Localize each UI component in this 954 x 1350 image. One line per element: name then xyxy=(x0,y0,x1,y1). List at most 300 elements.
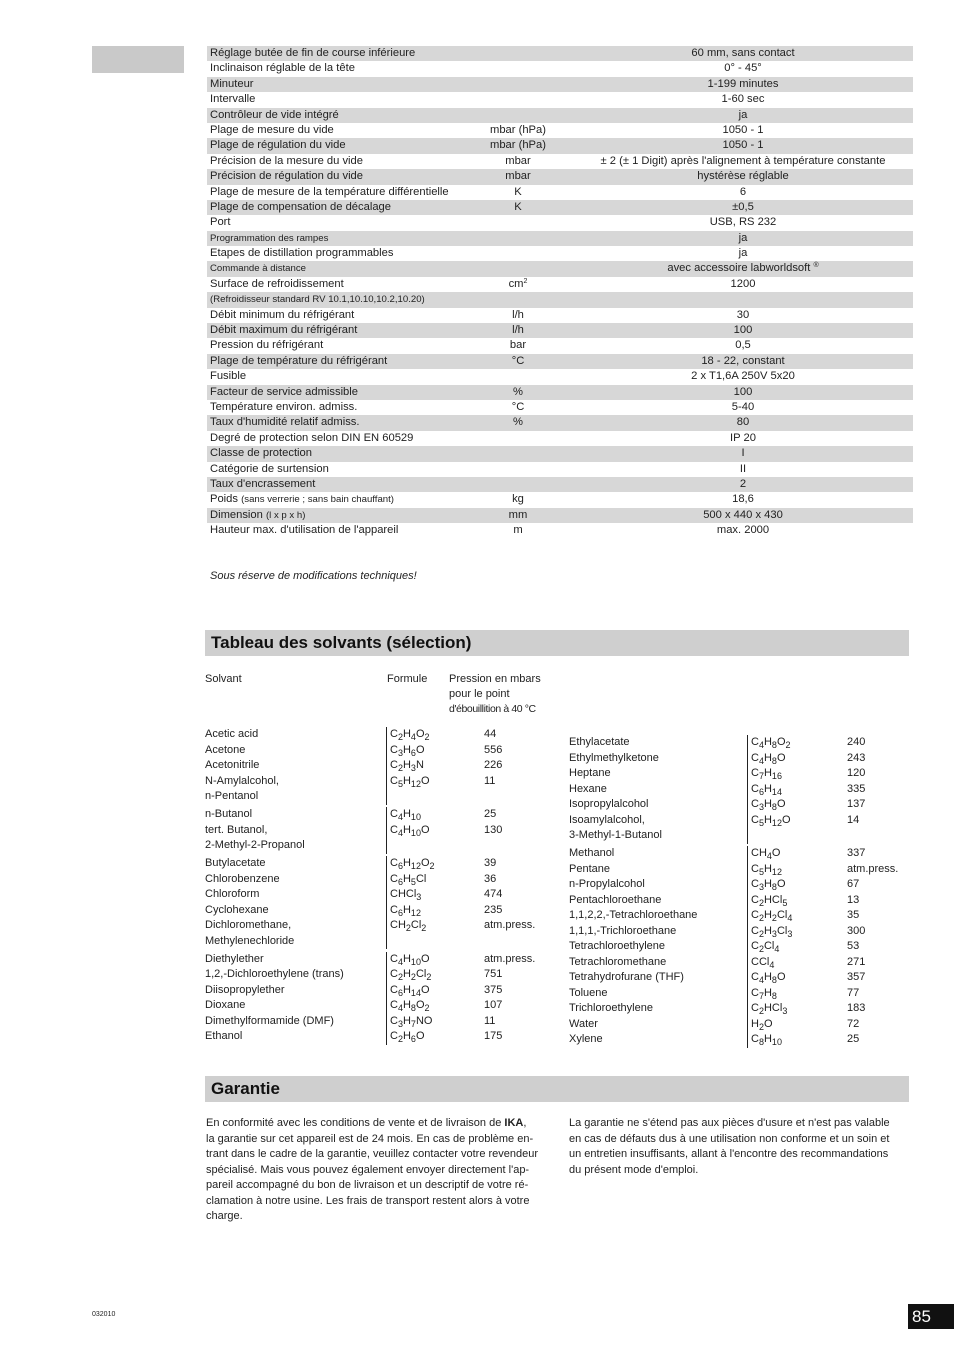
spec-value: max. 2000 xyxy=(716,524,770,537)
solvent-formula-cell xyxy=(386,774,430,805)
spec-value: ± 2 (± 1 Digit) après l'alignement à température constante xyxy=(600,154,886,167)
chemical-formula: $C_4H_8O_2$ xyxy=(390,999,430,1013)
spec-value: 5-40 xyxy=(731,400,755,413)
garantie-line: pareil accompagné du bon de livraison et un descriptif de votre ré- xyxy=(206,1179,529,1191)
solvent-formula-cell xyxy=(386,918,426,949)
solvent-name xyxy=(569,1001,653,1017)
spec-row xyxy=(207,231,913,246)
solvent-name xyxy=(569,986,608,1002)
spec-label: Plage de température du réfrigérant xyxy=(210,354,388,367)
solvent-name-line: Tetrachloroethylene xyxy=(569,940,666,952)
spec-value: 0,5 xyxy=(735,339,751,352)
solvent-formula-cell xyxy=(386,952,430,968)
solvent-pressure: 271 xyxy=(847,955,866,968)
solvent-row xyxy=(569,986,909,1002)
spec-unit: % xyxy=(513,416,523,429)
solvent-name-line: Tetrachloromethane xyxy=(569,955,667,968)
spec-unit-superscript: 2 xyxy=(523,277,528,285)
solvent-pressure: 67 xyxy=(847,878,860,890)
solvent-pressure: 35 xyxy=(847,909,860,921)
solvent-name-line: Cyclohexane xyxy=(205,903,269,916)
solvent-pressure: 556 xyxy=(484,743,503,756)
solvent-row xyxy=(205,872,550,888)
solvent-name xyxy=(569,970,684,986)
chemical-formula: $C_4H_{10}$ xyxy=(390,808,421,822)
spec-label: Port xyxy=(210,216,231,229)
spec-label: Commande à distance xyxy=(210,263,306,275)
solvent-row xyxy=(569,1001,909,1017)
spec-label: Catégorie de surtension xyxy=(210,462,329,475)
spec-value: ja xyxy=(738,108,748,121)
solvent-row xyxy=(205,918,550,949)
solvent-name-line: Methanol xyxy=(569,847,615,859)
solvent-formula-cell xyxy=(747,751,786,767)
spec-value: 1200 xyxy=(730,277,756,290)
solvent-name-line: Isoamylalcohol, xyxy=(569,813,645,826)
chemical-formula: $C_2H_4O_2$ xyxy=(390,728,430,742)
solvent-name-line: 2-Methyl-2-Propanol xyxy=(205,839,305,851)
spec-row xyxy=(207,323,913,338)
spec-unit: mbar (hPa) xyxy=(490,123,546,136)
solvent-name xyxy=(205,967,344,983)
spec-label: Réglage butée de fin de course inférieure xyxy=(210,47,416,59)
solvent-name xyxy=(569,766,611,782)
spec-label: Taux d'humidité relatif admiss. xyxy=(210,416,360,429)
solvent-name-line: Tetrahydrofurane (THF) xyxy=(569,971,684,983)
spec-unit: °C xyxy=(511,354,525,367)
solvent-pressure: 120 xyxy=(847,767,866,779)
garantie-line: La garantie ne s'étend pas aux pièces d'usure et n'est pas valable xyxy=(569,1117,890,1129)
chemical-formula: $C_4H_8O_2$ xyxy=(751,736,791,750)
solvent-name-line: Dioxane xyxy=(205,999,246,1011)
spec-row xyxy=(207,400,913,415)
solvent-row xyxy=(569,782,909,798)
solvent-pressure: 13 xyxy=(847,893,860,906)
solvent-pressure: 235 xyxy=(484,903,503,916)
solvent-row xyxy=(569,877,909,893)
spec-unit: mm xyxy=(508,508,528,521)
solvent-name-line: Pentachloroethane xyxy=(569,893,662,906)
solvent-row xyxy=(205,743,550,759)
solvent-pressure: 243 xyxy=(847,751,866,764)
solvents-list-left xyxy=(205,727,550,1045)
spec-row xyxy=(207,215,913,230)
chemical-formula: $C_2H_2Cl_2$ xyxy=(390,968,432,982)
solvents-list-right xyxy=(569,735,909,1048)
solvent-name xyxy=(205,774,279,805)
spec-label: Taux d'encrassement xyxy=(210,477,316,490)
solvent-pressure: atm.press. xyxy=(484,919,536,931)
spec-label: Débit minimum du réfrigérant xyxy=(210,308,355,321)
solvent-name-line: Acetone xyxy=(205,743,246,756)
solvent-name xyxy=(569,846,614,862)
spec-row xyxy=(207,185,913,200)
spec-value: 6 xyxy=(739,185,747,198)
solvent-name xyxy=(569,939,665,955)
spec-label: Contrôleur de vide intégré xyxy=(210,108,339,121)
spec-label: Classe de protection xyxy=(210,447,312,460)
spec-value: 30 xyxy=(736,308,750,321)
spec-value: 1050 - 1 xyxy=(722,139,764,152)
spec-label: Fusible xyxy=(210,370,247,383)
solvent-name-line: Ethylacetate xyxy=(569,736,630,748)
solvent-formula-cell xyxy=(747,766,782,782)
solvent-row xyxy=(569,924,909,940)
spec-unit: m xyxy=(513,524,523,537)
chemical-formula: $C_2H_6O$ xyxy=(390,1030,425,1044)
solvent-pressure: 183 xyxy=(847,1002,866,1014)
chemical-formula: $C_4H_{10}O$ xyxy=(390,952,430,967)
spec-row xyxy=(207,446,913,461)
solvent-name-line: Chloroform xyxy=(205,888,260,900)
solvent-formula-cell xyxy=(747,1001,787,1017)
solvent-name xyxy=(205,918,294,949)
solvent-name-line: Trichloroethylene xyxy=(569,1002,653,1014)
spec-label: Programmation des rampes xyxy=(210,232,329,244)
column-head-pressure-line: Pression en mbars xyxy=(449,673,541,685)
solvent-formula-cell xyxy=(747,939,779,955)
solvent-name xyxy=(205,758,259,774)
chemical-formula: $C_3H_8O$ xyxy=(751,878,786,892)
spec-label: Etapes de distillation programmables xyxy=(210,247,394,260)
spec-row xyxy=(207,292,913,307)
spec-unit: K xyxy=(514,200,522,213)
solvent-name xyxy=(569,813,662,844)
spec-value: 1-60 sec xyxy=(721,93,765,106)
solvent-row xyxy=(205,1014,550,1030)
chemical-formula: $C_7H_8$ xyxy=(751,986,777,1001)
chemical-formula: $C_4H_8O$ xyxy=(751,751,786,766)
chemical-formula: $C_6H_5Cl$ xyxy=(390,872,427,887)
solvent-pressure: 14 xyxy=(847,813,860,826)
solvent-name-line: 1,1,1,-Trichloroethane xyxy=(569,924,677,937)
spec-row xyxy=(207,338,913,353)
chemical-formula: $C_2HCl_5$ xyxy=(751,893,788,908)
solvent-formula-cell xyxy=(386,1014,432,1030)
solvent-name-line: Toluene xyxy=(569,986,608,999)
solvent-formula-cell xyxy=(747,782,782,798)
spec-row xyxy=(207,92,913,107)
solvent-formula-cell xyxy=(386,807,421,823)
solvent-name xyxy=(205,983,284,999)
solvent-name-line: n-Pentanol xyxy=(205,790,259,802)
solvent-name xyxy=(205,856,266,872)
spec-row xyxy=(207,308,913,323)
solvent-pressure: 53 xyxy=(847,940,860,952)
solvent-name-line: n-Propylalcohol xyxy=(569,878,645,890)
spec-value: 18 - 22, constant xyxy=(701,354,785,367)
spec-value: avec accessoire labworldsoft ® xyxy=(667,262,819,275)
spec-row xyxy=(207,508,913,523)
solvent-name-line: Hexane xyxy=(569,782,607,795)
solvent-pressure: 44 xyxy=(484,728,497,740)
solvent-name xyxy=(205,887,259,903)
spec-row xyxy=(207,61,913,76)
chemical-formula: $C_3H_6O$ xyxy=(390,743,425,758)
solvent-name-line: Xylene xyxy=(569,1033,603,1045)
spec-row xyxy=(207,431,913,446)
spec-value: I xyxy=(741,447,745,460)
spec-value: 100 xyxy=(733,385,753,398)
chemical-formula: $C_6H_{12}O_2$ xyxy=(390,857,435,871)
solvent-formula-cell xyxy=(386,967,431,983)
solvent-name-line: tert. Butanol, xyxy=(205,823,268,836)
spec-row xyxy=(207,277,913,292)
spec-value: 60 mm, sans contact xyxy=(691,47,795,59)
spec-row xyxy=(207,369,913,384)
solvent-row xyxy=(569,1017,909,1033)
technical-note: Sous réserve de modifications techniques! xyxy=(210,570,417,582)
solvent-name xyxy=(569,735,630,751)
solvent-name-line: Methylenechloride xyxy=(205,934,295,947)
solvent-row xyxy=(569,939,909,955)
solvent-name xyxy=(569,877,645,893)
garantie-line: la garantie sur cet appareil est de 24 mois. En cas de problème en- xyxy=(206,1132,534,1145)
section-tab-marker xyxy=(92,46,184,73)
solvent-name-line: Heptane xyxy=(569,767,611,779)
spec-row xyxy=(207,246,913,261)
chemical-formula: $CH_4O$ xyxy=(751,847,781,861)
solvent-formula-cell xyxy=(747,846,780,862)
spec-row xyxy=(207,415,913,430)
solvent-row xyxy=(569,908,909,924)
solvent-pressure: 300 xyxy=(847,924,866,937)
chemical-formula: CCl$_4$ xyxy=(751,955,775,970)
spec-unit: kg xyxy=(512,493,524,506)
solvent-pressure: 36 xyxy=(484,872,497,885)
solvent-formula-cell xyxy=(747,877,786,893)
solvent-row xyxy=(569,766,909,782)
chemical-formula: $C_7H_{16}$ xyxy=(751,767,782,781)
solvent-name-line: Pentane xyxy=(569,862,610,875)
spec-label: Température environ. admiss. xyxy=(210,400,358,413)
solvent-formula-cell xyxy=(747,1017,773,1033)
solvent-formula-cell xyxy=(747,862,782,878)
solvent-name xyxy=(569,1017,598,1033)
solvent-pressure: 130 xyxy=(484,823,503,836)
solvent-row xyxy=(569,846,909,862)
solvent-row xyxy=(205,1029,550,1045)
solvent-name-line: Isopropylalcohol xyxy=(569,798,649,810)
solvent-pressure: 226 xyxy=(484,759,503,771)
solvent-formula-cell xyxy=(386,823,430,854)
solvent-name-line: Butylacetate xyxy=(205,857,266,869)
spec-value: ±0,5 xyxy=(732,200,754,213)
brand-name: IKA xyxy=(504,1117,524,1129)
solvent-row xyxy=(205,758,550,774)
garantie-line: un entretien insuffisants, allant à l'encontre des recommandations xyxy=(569,1148,889,1160)
chemical-formula: $C_5H_{12}O$ xyxy=(751,813,791,828)
column-head-solvent: Solvant xyxy=(205,673,242,685)
spec-value: 100 xyxy=(733,324,753,337)
solvent-name-line: Diethylether xyxy=(205,952,264,965)
spec-row xyxy=(207,261,913,276)
solvent-name xyxy=(569,862,610,878)
solvent-name xyxy=(205,998,245,1014)
spec-unit: °C xyxy=(511,400,525,413)
spec-label: Hauteur max. d'utilisation de l'appareil xyxy=(210,524,399,537)
chemical-formula: $H_2O$ xyxy=(751,1017,773,1032)
spec-row xyxy=(207,354,913,369)
solvent-name-line: Water xyxy=(569,1017,598,1030)
solvent-pressure: atm.press. xyxy=(484,952,536,965)
chemical-formula: $C_2H_2Cl_4$ xyxy=(751,909,793,923)
solvent-pressure: 175 xyxy=(484,1030,503,1042)
spec-value: 1-199 minutes xyxy=(707,77,779,90)
solvent-row xyxy=(569,862,909,878)
solvent-pressure: 337 xyxy=(847,847,866,859)
solvent-row xyxy=(205,952,550,968)
solvent-row xyxy=(569,970,909,986)
spec-label: Débit maximum du réfrigérant xyxy=(210,324,358,337)
solvent-formula-cell xyxy=(747,908,792,924)
spec-label: Dimension (l x p x h) xyxy=(210,508,306,521)
column-head-pressure-line: d'ébouillition à 40 °C xyxy=(449,703,536,715)
solvent-name-line: Ethanol xyxy=(205,1030,243,1042)
solvents-section-title: Tableau des solvants (sélection) xyxy=(211,633,472,652)
chemical-formula: $C_2HCl_3$ xyxy=(751,1002,788,1016)
spec-label: Inclinaison réglable de la tête xyxy=(210,62,355,75)
spec-unit: % xyxy=(513,385,523,398)
chemical-formula: $C_5H_{12}$ xyxy=(751,862,782,877)
solvent-row xyxy=(205,727,550,743)
spec-row xyxy=(207,523,913,538)
spec-label: Surface de refroidissement xyxy=(210,277,344,290)
spec-label: Plage de mesure de la température différentielle xyxy=(210,185,449,198)
solvent-formula-cell xyxy=(386,758,424,774)
chemical-formula: $C_4H_8O$ xyxy=(751,971,786,985)
garantie-text-right xyxy=(569,1116,914,1178)
chemical-formula: CHCl$_3$ xyxy=(390,888,422,902)
solvent-row xyxy=(569,735,909,751)
solvent-pressure: 77 xyxy=(847,986,860,999)
spec-value: 0° - 45° xyxy=(724,62,762,75)
spec-label: Minuteur xyxy=(210,77,254,90)
chemical-formula: $C_6H_{12}$ xyxy=(390,903,421,918)
solvent-name-line: n-Butanol xyxy=(205,808,253,820)
spec-value: 80 xyxy=(736,416,750,429)
chemical-formula: $C_2H_3Cl_3$ xyxy=(751,924,793,939)
spec-value: ja xyxy=(738,231,748,244)
solvent-pressure: 39 xyxy=(484,857,497,869)
spec-unit: bar xyxy=(509,339,527,352)
solvent-row xyxy=(569,893,909,909)
solvent-name xyxy=(569,955,666,971)
page-number: 85 xyxy=(908,1304,954,1329)
solvent-name-line: N-Amylalcohol, xyxy=(205,774,279,787)
solvent-name xyxy=(205,743,245,759)
spec-label: Facteur de service admissible xyxy=(210,385,358,398)
solvent-name-line: Ethylmethylketone xyxy=(569,751,659,764)
solvent-name-line: Acetic acid xyxy=(205,728,259,740)
chemical-formula: $C_6H_{14}O$ xyxy=(390,983,430,998)
spec-value: USB, RS 232 xyxy=(709,216,777,229)
solvent-row xyxy=(569,751,909,767)
solvent-pressure: 335 xyxy=(847,782,866,795)
spec-label: Précision de la mesure du vide xyxy=(210,154,363,167)
solvent-row xyxy=(569,1032,909,1048)
technical-data-table xyxy=(207,46,913,539)
solvent-name xyxy=(205,872,280,888)
solvent-row xyxy=(205,903,550,919)
solvent-formula-cell xyxy=(747,970,786,986)
spec-row xyxy=(207,108,913,123)
solvent-formula-cell xyxy=(386,983,430,999)
garantie-line: charge. xyxy=(206,1210,243,1222)
solvent-pressure: 11 xyxy=(484,774,496,787)
spec-row xyxy=(207,169,913,184)
spec-label: Plage de régulation du vide xyxy=(210,139,346,152)
solvent-formula-cell xyxy=(747,955,774,971)
garantie-line: du présent mode d'emploi. xyxy=(569,1163,699,1176)
document-code: 032010 xyxy=(92,1311,116,1318)
solvent-name xyxy=(569,782,607,798)
solvent-formula-cell xyxy=(747,735,791,751)
column-head-formula: Formule xyxy=(387,673,428,685)
solvent-row xyxy=(205,807,550,823)
spec-label: Poids (sans verrerie ; sans bain chauffant) xyxy=(210,493,394,506)
solvent-name xyxy=(205,903,269,919)
solvent-formula-cell xyxy=(747,893,787,909)
solvent-pressure: 474 xyxy=(484,888,503,900)
solvent-pressure: 751 xyxy=(484,968,503,980)
solvent-formula-cell xyxy=(747,1032,782,1048)
solvent-row xyxy=(205,856,550,872)
solvent-name xyxy=(205,1029,242,1045)
solvent-name-line: Dichloromethane, xyxy=(205,919,292,931)
garantie-line: en cas de défauts dus à une utilisation non conforme et un soin et xyxy=(569,1132,890,1145)
spec-unit: mbar (hPa) xyxy=(490,139,546,152)
garantie-line: spécialisé. Mais vous pouvez également envoyer directement l'ap- xyxy=(206,1163,530,1176)
chemical-formula: $C_3H_7NO$ xyxy=(390,1014,433,1029)
solvent-name-line: Dimethylformamide (DMF) xyxy=(205,1014,334,1027)
chemical-formula: $C_5H_{12}O$ xyxy=(390,774,430,789)
solvent-pressure: 107 xyxy=(484,999,503,1011)
solvent-pressure: 357 xyxy=(847,971,866,983)
chemical-formula: $C_2H_3N$ xyxy=(390,759,424,773)
garantie-section-header xyxy=(205,1076,909,1102)
solvent-formula-cell xyxy=(386,727,430,743)
spec-label: Précision de régulation du vide xyxy=(210,170,363,183)
spec-value: II xyxy=(739,462,747,475)
solvent-formula-cell xyxy=(386,1029,425,1045)
spec-label: Degré de protection selon DIN EN 60529 xyxy=(210,431,414,444)
spec-unit: K xyxy=(514,185,522,198)
spec-row xyxy=(207,77,913,92)
spec-row xyxy=(207,385,913,400)
solvent-name xyxy=(205,823,305,854)
garantie-line: trant dans le cadre de la garantie, veuillez contacter votre revendeur xyxy=(206,1148,539,1160)
spec-label: Intervalle xyxy=(210,93,256,106)
solvent-pressure: 240 xyxy=(847,736,866,748)
solvent-pressure: 72 xyxy=(847,1017,860,1030)
solvent-formula-cell xyxy=(747,986,777,1002)
spec-value: 1050 - 1 xyxy=(722,123,764,136)
solvent-row xyxy=(569,813,909,844)
solvent-name xyxy=(569,751,659,767)
spec-row xyxy=(207,123,913,138)
solvent-name xyxy=(205,1014,334,1030)
solvent-name-line: Chlorobenzene xyxy=(205,872,280,885)
solvent-pressure: 25 xyxy=(847,1033,860,1045)
solvent-name-line: 3-Methyl-1-Butanol xyxy=(569,829,662,841)
chemical-formula: $C_3H_8O$ xyxy=(751,798,786,812)
spec-unit: l/h xyxy=(512,308,524,321)
garantie-line: En conformité avec les conditions de vente et de livraison de IKA, xyxy=(206,1117,527,1129)
spec-label: Plage de compensation de décalage xyxy=(210,200,391,213)
solvent-name-line: Acetonitrile xyxy=(205,759,260,771)
spec-unit: mbar xyxy=(505,154,531,167)
